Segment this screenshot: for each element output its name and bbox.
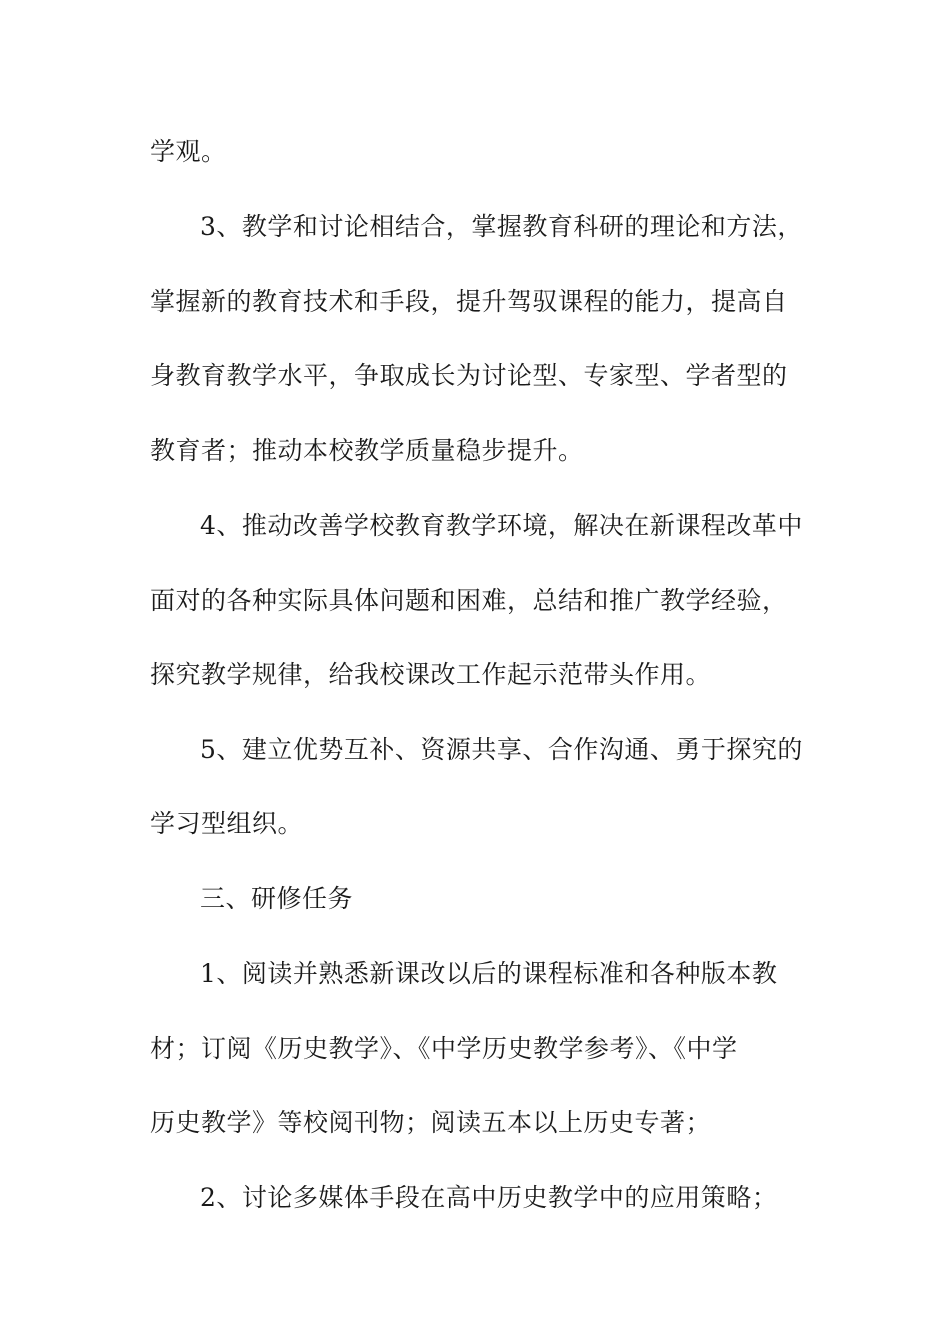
- text-line: 掌握新的教育技术和手段，提升驾驭课程的能力，提高自: [150, 287, 788, 316]
- text-line: 5、建立优势互补、资源共享、合作沟通、勇于探究的: [200, 735, 803, 764]
- text-line: 3、教学和讨论相结合，掌握教育科研的理论和方法，: [200, 212, 803, 241]
- section-heading: 三、研修任务: [200, 884, 354, 913]
- text-line: 探究教学规律，给我校课改工作起示范带头作用。: [150, 660, 712, 689]
- text-line: 学观。: [150, 137, 227, 166]
- text-line: 1、阅读并熟悉新课改以后的课程标准和各种版本教: [200, 959, 778, 988]
- text-line: 身教育教学水平，争取成长为讨论型、专家型、学者型的: [150, 361, 788, 390]
- text-line: 教育者；推动本校教学质量稳步提升。: [150, 436, 584, 465]
- text-line: 4、推动改善学校教育教学环境，解决在新课程改革中: [200, 511, 803, 540]
- text-line: 2、讨论多媒体手段在高中历史教学中的应用策略；: [200, 1183, 778, 1212]
- text-line: 学习型组织。: [150, 809, 304, 838]
- text-line: 历史教学》等校阅刊物；阅读五本以上历史专著；: [150, 1108, 712, 1137]
- text-line: 面对的各种实际具体问题和困难，总结和推广教学经验，: [150, 586, 788, 615]
- text-line: 材；订阅《历史教学》、《中学历史教学参考》、《中学: [150, 1034, 738, 1063]
